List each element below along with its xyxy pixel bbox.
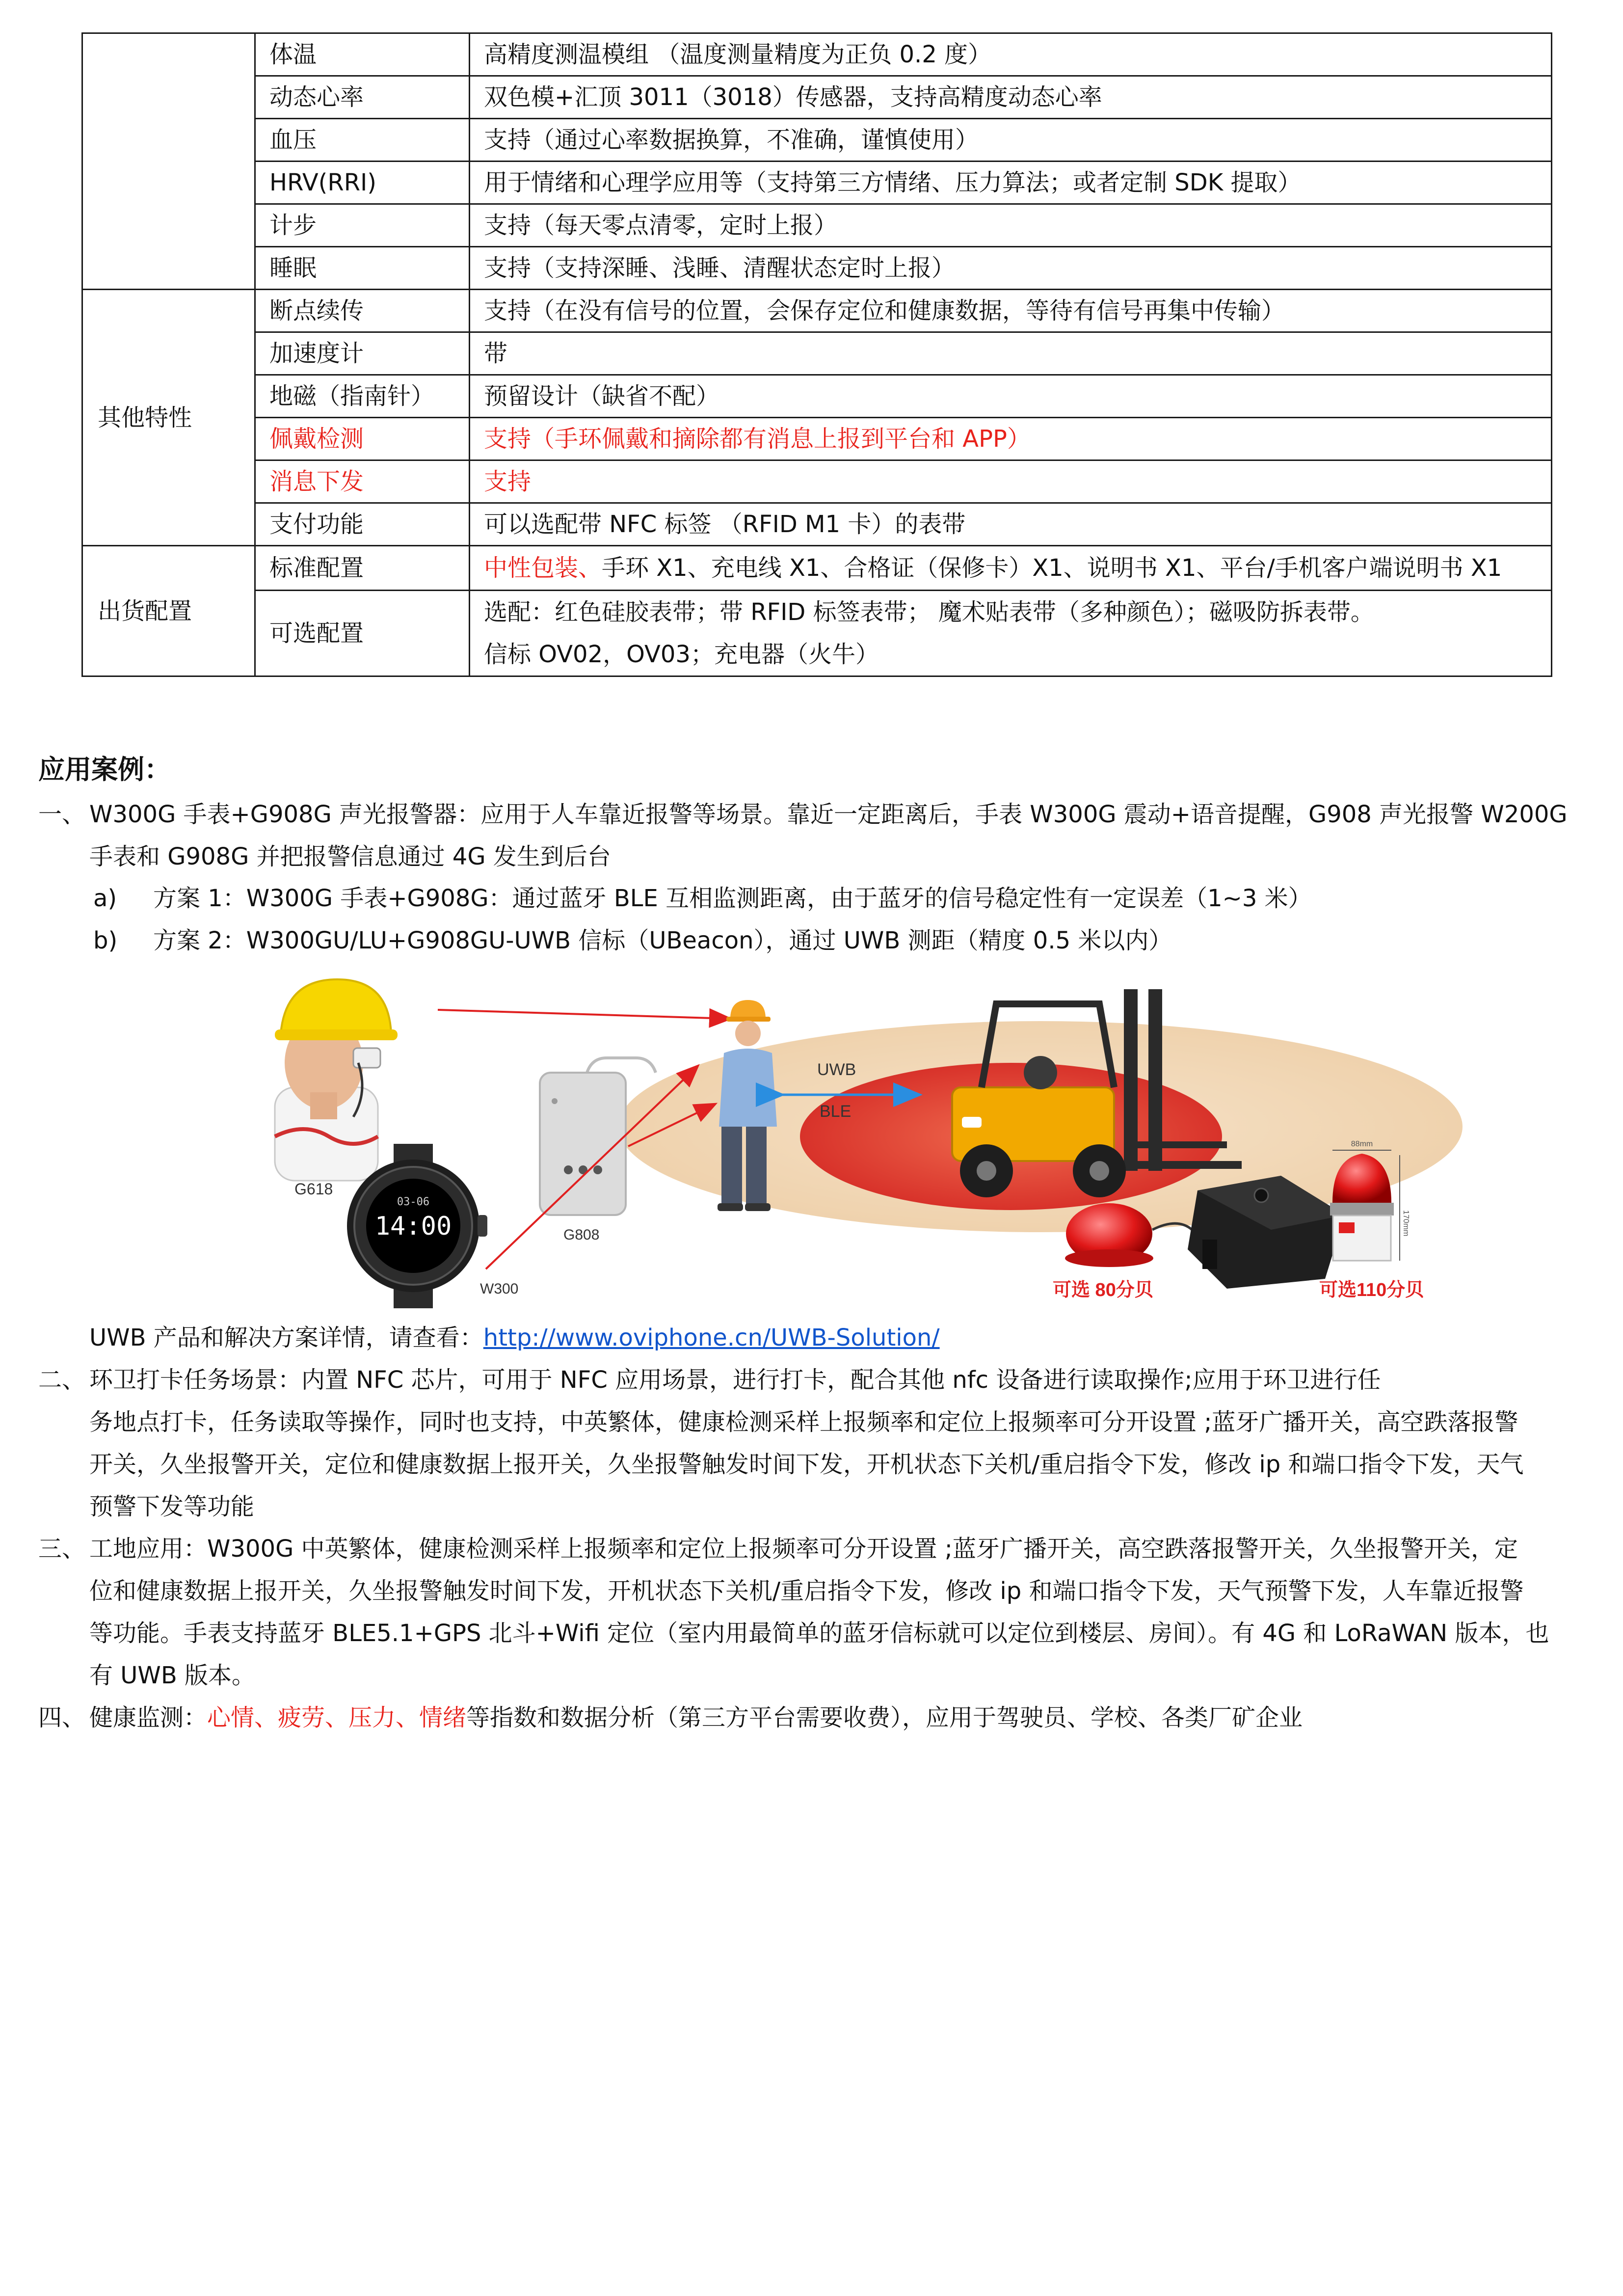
- case-1-option-a: [93, 877, 1312, 919]
- option-label: a): [93, 885, 117, 912]
- case-text: 有 UWB 版本。: [89, 1662, 256, 1689]
- feature-cell: 计步: [255, 204, 470, 247]
- description-cell: 双色模+汇顶 3011（3018）传感器，支持高精度动态心率: [470, 76, 1552, 119]
- group-cell-empty: [82, 33, 255, 290]
- optional-config-line: 信标 OV02，OV03；充电器（火牛）: [484, 641, 879, 668]
- case-text: 手表和 G908G 并把报警信息通过 4G 发生到后台: [89, 843, 611, 870]
- case-1-option-b: [93, 919, 1172, 962]
- label-w300: W300: [480, 1281, 519, 1297]
- label-uwb: UWB: [817, 1060, 856, 1079]
- table-row: [82, 119, 1552, 162]
- helmet-worker-icon: [275, 979, 398, 1181]
- table-row: [82, 503, 1552, 546]
- feature-cell: 动态心率: [255, 76, 470, 119]
- standard-config-text: 手环 X1、充电线 X1、合格证（保修卡）X1、说明书 X1、平台/手机客户端说明书 X1: [602, 554, 1502, 582]
- case-3: [38, 1528, 1599, 1697]
- uwb-solution-link[interactable]: http://www.oviphone.cn/UWB-Solution/: [483, 1324, 940, 1351]
- case-4: [38, 1697, 1599, 1739]
- case-number: 三、: [38, 1535, 86, 1563]
- watch-time-text: 14:00: [374, 1212, 452, 1241]
- case-text: W300G 手表+G908G 声光报警器：应用于人车靠近报警等场景。靠近一定距离后，手表 W300G 震动+语音提醒，G908 声光报警 W200G: [89, 801, 1568, 828]
- label-g618: G618: [294, 1180, 333, 1198]
- option-label: b): [93, 927, 118, 954]
- feature-cell: 睡眠: [255, 247, 470, 290]
- optional-config-line: 选配：红色硅胶表带；带 RFID 标签表带； 魔术贴表带（多种颜色）；磁吸防拆表带。: [484, 598, 1374, 626]
- group-label-other: 其他特性: [82, 290, 255, 546]
- case-text: 预警下发等功能: [89, 1493, 255, 1520]
- case-text: 环卫打卡任务场景：内置 NFC 芯片，可用于 NFC 应用场景，进行打卡，配合其他 nfc 设备进行读取操作;应用于环卫进行任: [89, 1366, 1381, 1394]
- case-text-highlight: 心情、疲劳、压力、情绪: [207, 1704, 467, 1731]
- uwb-scenario-illustration: [255, 974, 1467, 1313]
- uwb-note-text: UWB 产品和解决方案详情，请查看：: [89, 1324, 483, 1351]
- table-row: [82, 375, 1552, 418]
- feature-cell: 血压: [255, 119, 470, 162]
- description-cell: 高精度测温模组 （温度测量精度为正负 0.2 度）: [470, 33, 1552, 76]
- table-row: [82, 591, 1552, 676]
- feature-cell: 可选配置: [255, 591, 470, 676]
- description-cell: 支持（支持深睡、浅睡、清醒状态定时上报）: [470, 247, 1552, 290]
- description-cell: 预留设计（缺省不配）: [470, 375, 1552, 418]
- feature-cell: HRV(RRI): [255, 162, 470, 204]
- feature-cell: 地磁（指南针）: [255, 375, 470, 418]
- description-cell: 支持（每天零点清零，定时上报）: [470, 204, 1552, 247]
- case-number: 二、: [38, 1366, 86, 1394]
- table-row: [82, 204, 1552, 247]
- cases-title: 应用案例：: [38, 754, 171, 785]
- table-row: [82, 247, 1552, 290]
- group-label-shipping: 出货配置: [82, 546, 255, 676]
- description-cell: 带: [470, 332, 1552, 375]
- description-cell-highlight: 支持（手环佩戴和摘除都有消息上报到平台和 APP）: [470, 418, 1552, 460]
- watch-date-text: 03-06: [397, 1196, 430, 1208]
- case-text: 位和健康数据上报开关，久坐报警触发时间下发，开机状态下关机/重启指令下发，修改 ip 和端口指令下发，天气预警下发，人车靠近报警: [89, 1577, 1524, 1605]
- case-number: 一、: [38, 801, 86, 828]
- neutral-packaging-text: 中性包装、: [484, 554, 602, 582]
- option-80db-label: 可选 80分贝: [1053, 1280, 1153, 1300]
- feature-cell: 断点续传: [255, 290, 470, 332]
- table-row: [82, 290, 1552, 332]
- label-ble: BLE: [820, 1102, 851, 1121]
- case-number: 四、: [38, 1704, 86, 1731]
- table-row: [82, 162, 1552, 204]
- description-cell: [470, 546, 1552, 591]
- arrow-helmet-to-worker: [438, 1010, 729, 1019]
- case-text: 健康监测：: [89, 1704, 208, 1731]
- case-2: [38, 1359, 1599, 1528]
- uwb-note: [38, 1317, 1599, 1359]
- table-row: [82, 418, 1552, 460]
- description-cell: 用于情绪和心理学应用等（支持第三方情绪、压力算法；或者定制 SDK 提取）: [470, 162, 1552, 204]
- table-row: [82, 460, 1552, 503]
- spec-table: [81, 32, 1552, 677]
- table-row: [82, 33, 1552, 76]
- feature-cell: 支付功能: [255, 503, 470, 546]
- description-cell-highlight: 支持: [470, 460, 1552, 503]
- description-cell: 可以选配带 NFC 标签 （RFID M1 卡）的表带: [470, 503, 1552, 546]
- option-text: 方案 1：W300G 手表+G908G：通过蓝牙 BLE 互相监测距离，由于蓝牙的信号稳定性有一定误差（1~3 米）: [153, 885, 1312, 912]
- feature-cell: 加速度计: [255, 332, 470, 375]
- option-text: 方案 2：W300GU/LU+G908GU-UWB 信标（UBeacon），通过 UWB 测距（精度 0.5 米以内）: [153, 927, 1172, 954]
- description-cell: 支持（在没有信号的位置，会保存定位和健康数据，等待有信号再集中传输）: [470, 290, 1552, 332]
- feature-cell-highlight: 佩戴检测: [255, 418, 470, 460]
- case-text: 等功能。手表支持蓝牙 BLE5.1+GPS 北斗+Wifi 定位（室内用最简单的蓝牙信标就可以定位到楼层、房间）。有 4G 和 LoRaWAN 版本，也: [89, 1620, 1549, 1647]
- dimension-height-label: 170mm: [1402, 1210, 1410, 1237]
- description-cell: 支持（通过心率数据换算，不准确，谨慎使用）: [470, 119, 1552, 162]
- case-1: [38, 793, 1599, 878]
- table-row: [82, 76, 1552, 119]
- table-row: [82, 546, 1552, 591]
- dimension-width-label: 88mm: [1351, 1140, 1373, 1148]
- case-text: 开关，久坐报警开关，定位和健康数据上报开关，久坐报警触发时间下发，开机状态下关机/重启指令下发，修改 ip 和端口指令下发，天气: [89, 1451, 1524, 1478]
- feature-cell-highlight: 消息下发: [255, 460, 470, 503]
- case-text: 务地点打卡，任务读取等操作，同时也支持，中英繁体，健康检测采样上报频率和定位上报频率可分开设置 ;蓝牙广播开关，高空跌落报警: [89, 1408, 1518, 1436]
- case-text: 工地应用：W300G 中英繁体，健康检测采样上报频率和定位上报频率可分开设置 ;蓝牙广播开关，高空跌落报警开关，久坐报警开关，定: [89, 1535, 1518, 1563]
- feature-cell: 体温: [255, 33, 470, 76]
- case-text: 等指数和数据分析（第三方平台需要收费），应用于驾驶员、学校、各类厂矿企业: [466, 1704, 1303, 1731]
- table-row: [82, 332, 1552, 375]
- label-g808: G808: [563, 1227, 600, 1243]
- description-cell: [470, 591, 1552, 676]
- feature-cell: 标准配置: [255, 546, 470, 591]
- option-110db-label: 可选110分贝: [1319, 1280, 1424, 1300]
